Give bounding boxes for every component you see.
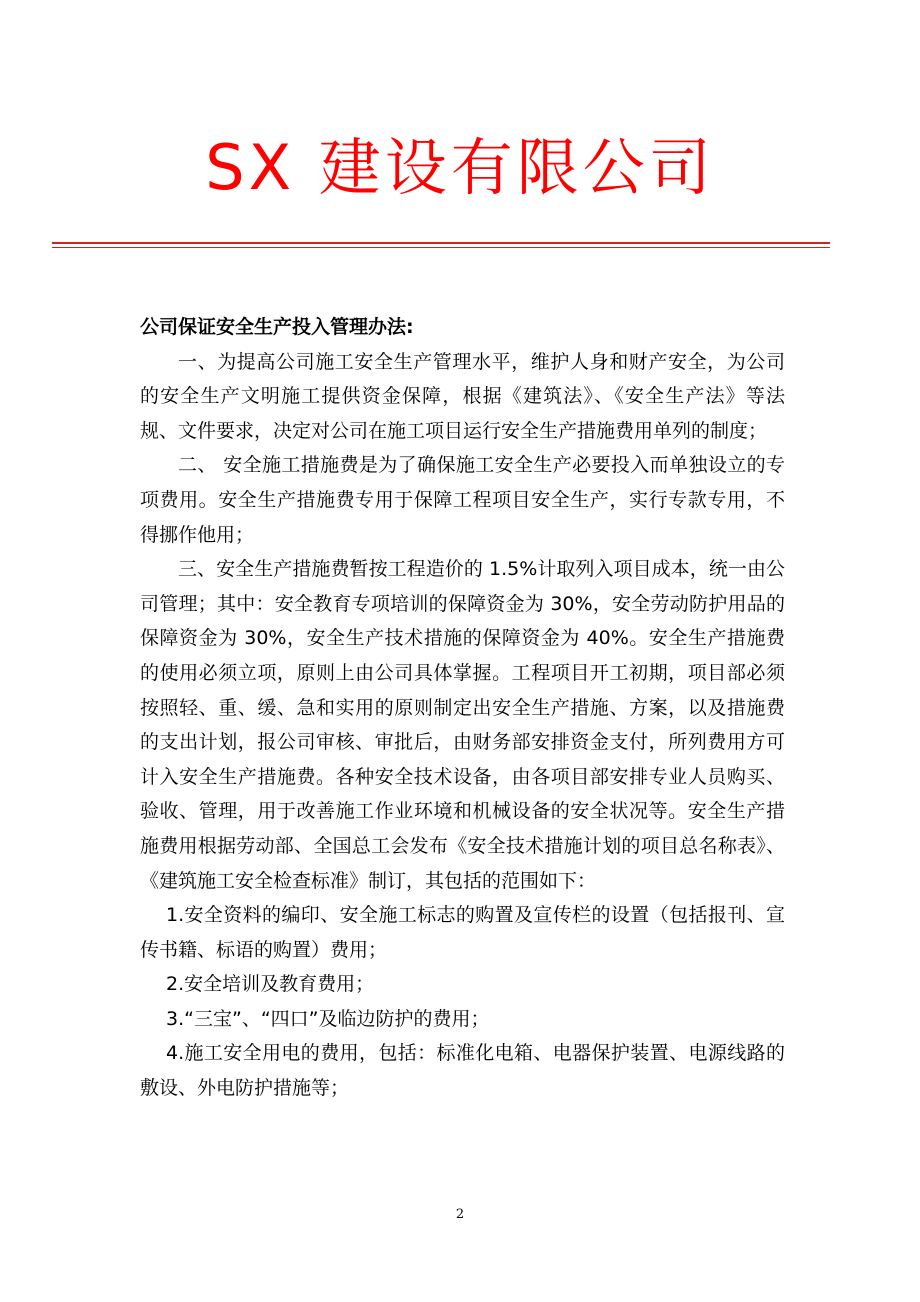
header-divider-thin — [52, 247, 830, 248]
company-name: SX 建设有限公司 — [205, 131, 715, 204]
list-item-1: 1.安全资料的编印、安全施工标志的购置及宣传栏的设置（包括报刊、宣传书籍、标语的购置）费用； — [140, 904, 785, 961]
list-item-4: 4.施工安全用电的费用，包括：标准化电箱、电器保护装置、电源线路的敷设、外电防护措施等； — [140, 1042, 785, 1100]
page-number: 2 — [455, 1207, 465, 1222]
header-divider-thick — [52, 242, 830, 244]
list-item-2: 2.安全培训及教育费用； — [166, 973, 375, 996]
document-heading: 公司保证安全生产投入管理办法: — [140, 316, 414, 338]
list-item-3: 3.“三宝”、“四口”及临边防护的费用； — [166, 1007, 490, 1030]
paragraph-1: 一、为提高公司施工安全生产管理水平，维护人身和财产安全，为公司的安全生产文明施工提供资金保障，根据《建筑法》、《安全生产法》等法规、文件要求，决定对公司在施工项目运行安全生产措施费用单列的制度； — [140, 350, 785, 442]
document-body — [140, 310, 785, 1106]
paragraph-3: 三、安全生产措施费暂按工程造价的 1.5%计取列入项目成本，统一由公司管理；其中：安全教育专项培训的保障资金为 30%，安全劳动防护用品的保障资金为 30%，安全生产技术措施的保障资金为 40%。安全生产措施费的使用必须立项，原则上由公司具体掌握。工程项目开工初期，项目部必须按照轻、重、缓、急和实用的原则制定出安全生产措施、方案，以及措施费的支出计划，报公司审核、审批后，由财务部安排资金支付，所列费用方可计入安全生产措施费。各种安全技术设备，由各项目部安排专业人员购买、验收、管理，用于改善施工作业环境和机械设备的安全状况等。安全生产措施费用根据劳动部、全国总工会发布《安全技术措施计划的项目总名称表》、《建筑施工安全检查标准》制订，其包括的范围如下： — [140, 558, 785, 892]
paragraph-2: 二、 安全施工措施费是为了确保施工安全生产必要投入而单独设立的专项费用。安全生产措施费专用于保障工程项目安全生产，实行专款专用，不得挪作他用； — [140, 454, 785, 546]
